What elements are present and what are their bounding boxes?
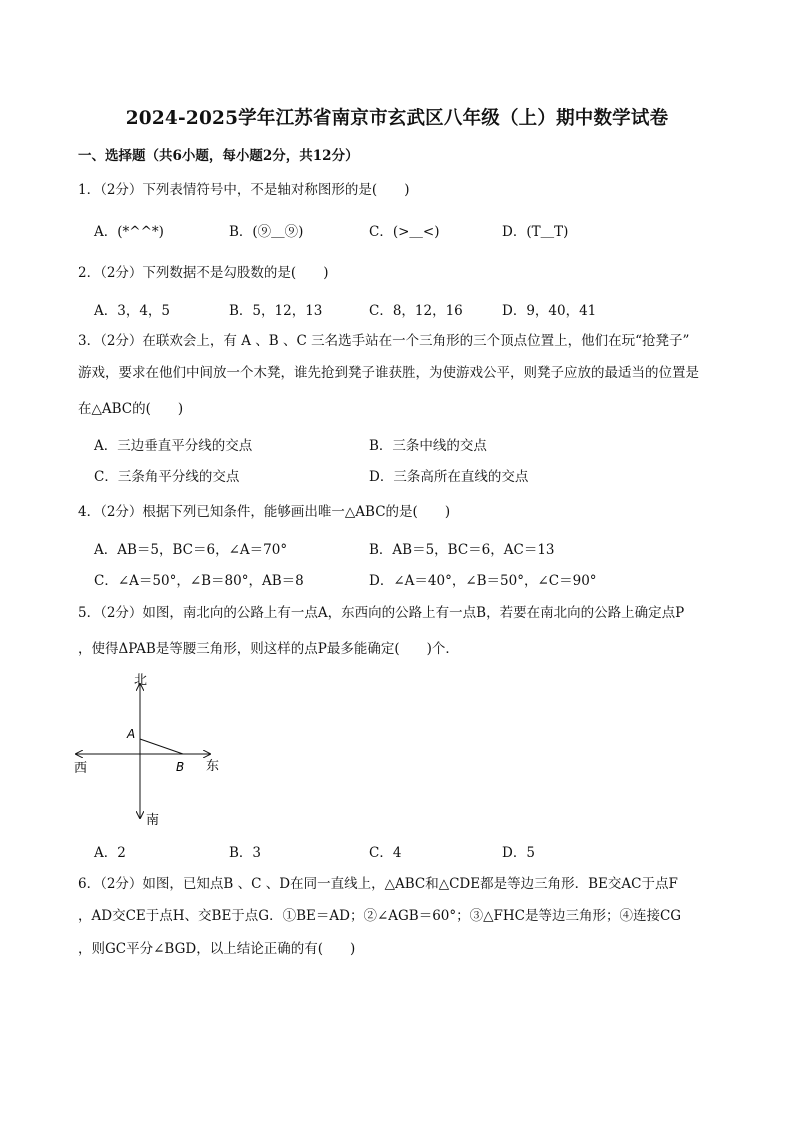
question-5-line-1: 5．（2分）如图，南北向的公路上有一点A，东西向的公路上有一点B，若要在南北向的公路上确定点P bbox=[78, 605, 685, 621]
label-point-b: B bbox=[176, 760, 185, 774]
page-title: 2024-2025学年江苏省南京市玄武区八年级（上）期中数学试卷 bbox=[125, 108, 669, 129]
label-east: 东 bbox=[206, 759, 220, 774]
q5-option-b: B．3 bbox=[229, 845, 262, 861]
q1-option-d: D．(T＿T) bbox=[502, 224, 569, 240]
question-6-line-2: ，AD交CE于点H、交BE于点G．①BE＝AD；②∠AGB＝60°；③△FHC是等边三角形；④连接CG bbox=[78, 908, 682, 924]
q2-option-d: D．9，40，41 bbox=[502, 303, 597, 319]
q3-option-c: C．三条角平分线的交点 bbox=[94, 469, 240, 485]
q1-option-b: B．(⑨＿⑨) bbox=[229, 224, 304, 240]
question-6-line-1: 6．（2分）如图，已知点B 、C 、D在同一直线上，△ABC和△CDE都是等边三角形．BE交AC于点F bbox=[78, 876, 678, 892]
question-1-stem: 1．（2分）下列表情符号中，不是轴对称图形的是( ) bbox=[78, 182, 410, 198]
question-6-line-3: ，则GC平分∠BGD，以上结论正确的有( ) bbox=[78, 941, 356, 957]
question-5-line-2: ，使得ΔPAB是等腰三角形，则这样的点P最多能确定( )个． bbox=[78, 641, 459, 657]
question-3-line-3: 在△ABC的( ) bbox=[78, 401, 184, 417]
q5-option-a: A．2 bbox=[94, 845, 126, 861]
q3-option-a: A．三边垂直平分线的交点 bbox=[94, 438, 253, 454]
q1-option-c: C．(>＿<) bbox=[369, 224, 440, 240]
q4-option-b: B．AB＝5，BC＝6，AC＝13 bbox=[369, 542, 555, 558]
segment-ab bbox=[140, 739, 183, 754]
label-south: 南 bbox=[146, 813, 160, 828]
question-3-line-1: 3．（2分）在联欢会上，有 A 、B 、C 三名选手站在一个三角形的三个顶点位置上，他们在玩“抢凳子” bbox=[78, 333, 690, 349]
q4-option-a: A．AB＝5，BC＝6，∠A＝70° bbox=[94, 542, 288, 558]
q5-option-d: D．5 bbox=[502, 845, 535, 861]
label-point-a: A bbox=[127, 727, 136, 741]
q4-option-c: C．∠A＝50°，∠B＝80°，AB＝8 bbox=[94, 573, 304, 589]
compass-road-figure bbox=[70, 668, 230, 830]
q5-option-c: C．4 bbox=[369, 845, 402, 861]
q3-option-d: D．三条高所在直线的交点 bbox=[369, 469, 529, 485]
q2-option-c: C．8，12，16 bbox=[369, 303, 463, 319]
q2-option-b: B．5，12，13 bbox=[229, 303, 323, 319]
q2-option-a: A．3，4，5 bbox=[94, 303, 171, 319]
q1-option-a: A．(*^^*) bbox=[94, 224, 164, 240]
label-west: 西 bbox=[74, 761, 88, 776]
question-2-stem: 2．（2分）下列数据不是勾股数的是( ) bbox=[78, 265, 329, 281]
label-north: 北 bbox=[134, 673, 148, 688]
question-4-stem: 4．（2分）根据下列已知条件，能够画出唯一△ABC的是( ) bbox=[78, 504, 451, 520]
question-3-line-2: 游戏，要求在他们中间放一个木凳，谁先抢到凳子谁获胜，为使游戏公平，则凳子应放的最适当的位置是 bbox=[78, 365, 699, 381]
q4-option-d: D．∠A＝40°，∠B＝50°，∠C＝90° bbox=[369, 573, 597, 589]
q3-option-b: B．三条中线的交点 bbox=[369, 438, 487, 454]
section-heading: 一、选择题（共6小题，每小题2分，共12分） bbox=[78, 148, 359, 164]
